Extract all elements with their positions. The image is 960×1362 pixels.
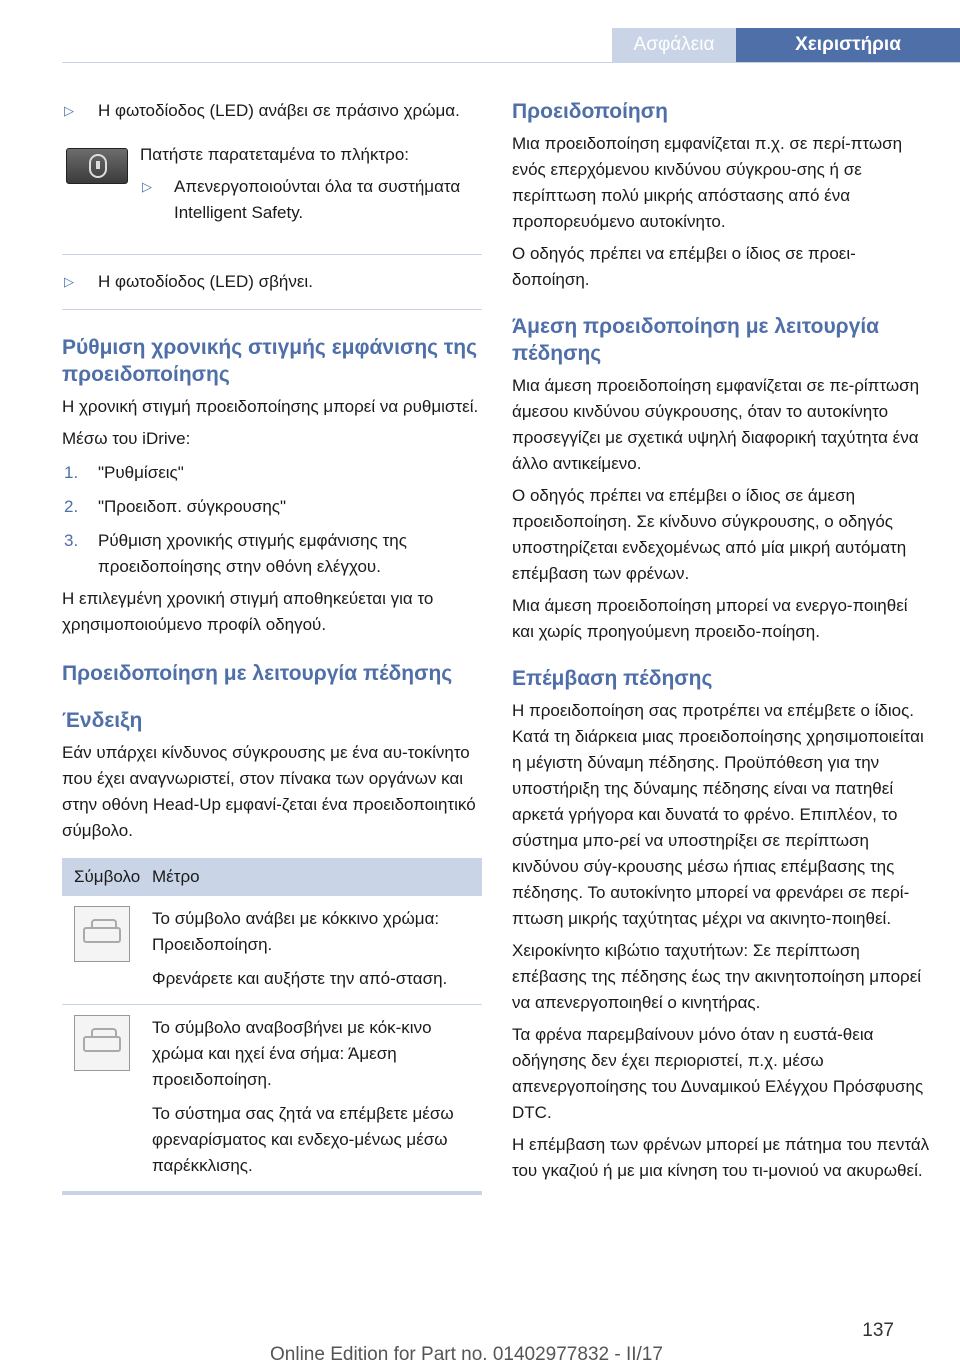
- intelligent-safety-button-icon: [66, 148, 128, 184]
- page-number: 137: [862, 1320, 894, 1341]
- paragraph: Η προειδοποίηση σας προτρέπει να επέμβετε ο ίδιος. Κατά τη διάρκεια μιας προειδοποίησης χρησιμοποιείται η μέγιστη δύναμη πέδησης. Προϋπόθεση για την υποστήριξη της δύναμης πέδησης είναι να πατηθεί αρκετά γρήγορα και δυνατά το φρένο. Επιπλέον, το σύστημα μπο-ρεί να υποστηρίξει σε περίπτωση κινδύνου σύγ-κρουσης μέσω ήπιας επέμβασης της πέδησης. Το αυτοκίνητο μπορεί να φρενάρει σε περί-πτωση μικρής ταχύτητας μέχρι να ακινητο-ποιηθεί.: [512, 701, 924, 928]
- heading-indication: Ένδειξη: [62, 709, 143, 732]
- paragraph: Μια προειδοποίηση εμφανίζεται π.χ. σε περί-πτωση ενός επερχόμενου κινδύνου σύγκρου-σης ή σε περίπτωση πολύ μικρής απόστασης από ένα προπορευόμενο αυτοκίνητο.: [512, 134, 903, 231]
- paragraph: Η χρονική στιγμή προειδοποίησης μπορεί να ρυθμιστεί.: [62, 397, 479, 416]
- cell-text: Φρενάρετε και αυξήστε την από-σταση.: [152, 969, 448, 988]
- paragraph: Ο οδηγός πρέπει να επέμβει ο ίδιος σε προει-δοποίηση.: [512, 244, 856, 289]
- header-divider: [62, 62, 960, 63]
- heading-braking: Επέμβαση πέδησης: [512, 667, 713, 690]
- list-item: [62, 269, 482, 295]
- right-column: [512, 98, 930, 1184]
- list-item: 1. "Ρυθμίσεις": [64, 463, 184, 482]
- table-row: [62, 896, 482, 1005]
- paragraph: Ο οδηγός πρέπει να επέμβει ο ίδιος σε άμεση προειδοποίηση. Σε κίνδυνο σύγκρουσης, ο οδηγός υποστηρίζεται ενδεχομένως από μία μικρή αυτόματη επέμβαση των φρένων.: [512, 486, 907, 583]
- column-header: Σύμβολο: [62, 858, 148, 896]
- car-warning-icon: [74, 906, 130, 962]
- heading-timing: Ρύθμιση χρονικής στιγμής εμφάνισης της προειδοποίησης: [62, 336, 478, 386]
- list-item: [62, 98, 482, 124]
- cell-text: Το σύστημα σας ζητά να επέμβετε μέσω φρεναρίσματος και ενδεχο-μένως μέσω παρέκκλισης.: [152, 1104, 454, 1175]
- table-row: [62, 1005, 482, 1194]
- triangle-bullet-icon: ▷: [64, 274, 74, 289]
- paragraph: Η επιλεγμένη χρονική στιγμή αποθηκεύεται για το χρησιμοποιούμενο προφίλ οδηγού.: [62, 589, 434, 634]
- divider: [62, 254, 482, 255]
- car-flashing-warning-icon: [74, 1015, 130, 1071]
- triangle-bullet-icon: ▷: [142, 179, 152, 194]
- bullet-text: Απενεργοποιούνται όλα τα συστήματα Intelligent Safety.: [174, 177, 461, 222]
- tab-safety[interactable]: Ασφάλεια: [612, 28, 736, 62]
- left-column: [62, 98, 482, 1195]
- bullet-text: Η φωτοδίοδος (LED) σβήνει.: [98, 272, 313, 291]
- paragraph: Μια άμεση προειδοποίηση μπορεί να ενεργο-ποιηθεί και χωρίς προηγούμενη προειδο-ποίηση.: [512, 596, 908, 641]
- paragraph: Τα φρένα παρεμβαίνουν μόνο όταν η ευστά-θεια οδήγησης δεν έχει περιοριστεί, π.χ. μέσω απενεργοποίησης του Δυναμικού Ελέγχου Πρόσφυσης DTC.: [512, 1025, 924, 1122]
- paragraph: Μέσω του iDrive:: [62, 429, 191, 448]
- heading-brake-warning: Προειδοποίηση με λειτουργία πέδησης: [62, 662, 453, 685]
- divider: [62, 309, 482, 310]
- page-footer: [0, 1318, 960, 1362]
- list-item: 2. "Προειδοπ. σύγκρουσης": [64, 497, 287, 516]
- page-header: [0, 0, 960, 62]
- heading-warning: Προειδοποίηση: [512, 100, 668, 123]
- paragraph: Η επέμβαση των φρένων μπορεί με πάτημα του πεντάλ του γκαζιού ή με μια κίνηση του τι-μονιού να ακυρωθεί.: [512, 1135, 930, 1180]
- paragraph: Εάν υπάρχει κίνδυνος σύγκρουσης με ένα αυ-τοκίνητο που έχει αναγνωριστεί, στον πίνακα των οργάνων και στην οθόνη Head-Up εμφανί-ζεται ένα προειδοποιητικό σύμβολο.: [62, 743, 476, 840]
- cell-text: Το σύμβολο αναβοσβήνει με κόκ-κινο χρώμα και ηχεί ένα σήμα: Άμεση προειδοποίηση.: [152, 1018, 432, 1089]
- bullet-text: Η φωτοδίοδος (LED) ανάβει σε πράσινο χρώμα.: [98, 101, 460, 120]
- tab-controls[interactable]: Χειριστήρια: [736, 28, 960, 62]
- button-instruction: [62, 142, 482, 254]
- symbol-table: [62, 858, 482, 1195]
- edition-note: Online Edition for Part no. 01402977832 - II/17: [270, 1344, 663, 1362]
- list-item: [140, 174, 482, 226]
- numbered-list: [62, 460, 482, 580]
- list-item: 3. Ρύθμιση χρονικής στιγμής εμφάνισης της προειδοποίησης στην οθόνη ελέγχου.: [64, 531, 407, 576]
- heading-direct-warning: Άμεση προειδοποίηση με λειτουργία πέδησης: [512, 315, 880, 365]
- press-text: Πατήστε παρατεταμένα το πλήκτρο:: [140, 145, 410, 164]
- triangle-bullet-icon: ▷: [64, 103, 74, 118]
- paragraph: Μια άμεση προειδοποίηση εμφανίζεται σε πε-ρίπτωση άμεσου κινδύνου σύγκρουσης, όταν το αυτοκίνητο προσεγγίζει με σχετικά υψηλή διαφορική ταχύτητα ένα άλλο αντικείμενο.: [512, 376, 920, 473]
- cell-text: Το σύμβολο ανάβει με κόκκινο χρώμα: Προειδοποίηση.: [152, 909, 440, 954]
- column-header: Μέτρο: [148, 858, 482, 896]
- paragraph: Χειροκίνητο κιβώτιο ταχυτήτων: Σε περίπτωση επέβασης της πέδησης έως την ακινητοποίηση μπορεί να απενεργοποιηθεί ο κινητήρας.: [512, 941, 922, 1012]
